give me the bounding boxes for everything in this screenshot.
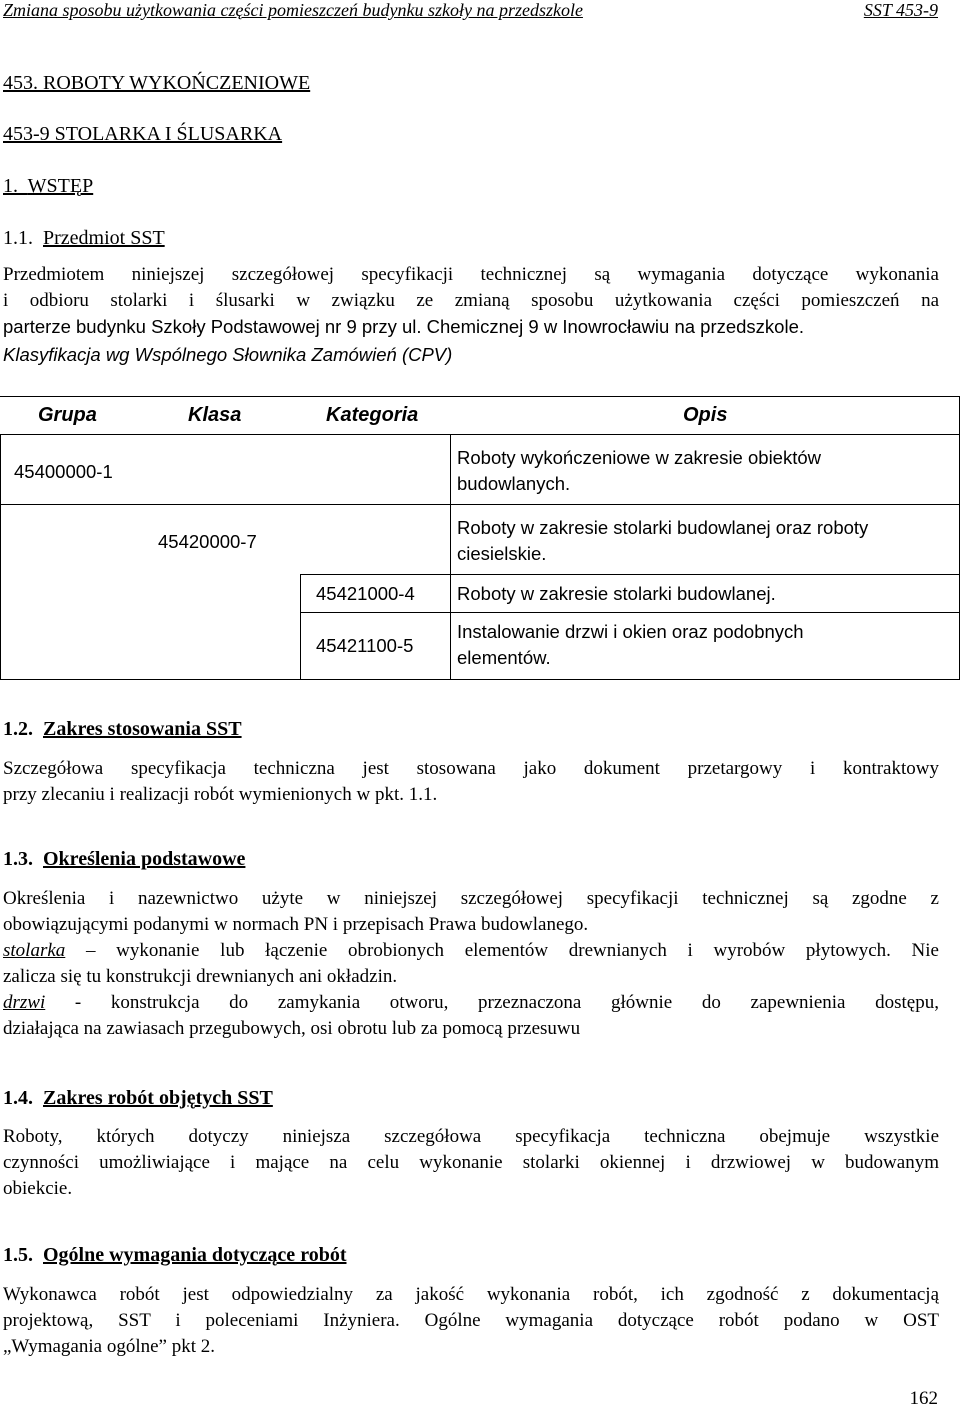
- s13-heading: [3, 848, 245, 871]
- table-row-divider: [300, 612, 960, 613]
- s13-definition-stolarka: [3, 938, 939, 964]
- s12-line: Szczegółowa specyfikacja techniczna jest stosowana jako dokument przetargowy i kontraktowy: [3, 758, 939, 779]
- table-header-kategoria: Kategoria: [326, 404, 419, 426]
- s14-number: 1.4.: [3, 1087, 33, 1109]
- s13-line: działająca na zawiasach przegubowych, osi obrotu lub za pomocą przesuwu: [3, 1018, 581, 1039]
- s11-number: 1.1.: [3, 227, 33, 249]
- s14-title: Zakres robót objętych SST: [43, 1087, 273, 1109]
- s13-number: 1.3.: [3, 848, 33, 870]
- definition-term: drzwi: [3, 992, 46, 1013]
- table-cell-desc: elementów.: [457, 647, 551, 668]
- s12-paragraph: [3, 756, 939, 808]
- s14-line: czynności umożliwiające i mające na celu wykonanie stolarki okiennej i drzwiowej w budowanym: [3, 1152, 939, 1173]
- table-header-divider: [0, 434, 960, 435]
- s15-heading: [3, 1244, 347, 1267]
- s12-line: przy zlecaniu i realizacji robót wymienionych w pkt. 1.1.: [3, 784, 438, 805]
- intro-number: 1.: [3, 175, 18, 197]
- table-header-opis: Opis: [683, 404, 728, 426]
- table-cell-desc: Roboty w zakresie stolarki budowlanej.: [457, 583, 776, 604]
- s13-line: obowiązującymi podanymi w normach PN i przepisach Prawa budowlanego.: [3, 914, 589, 935]
- table-header-klasa: Klasa: [188, 404, 242, 426]
- definition-text: - konstrukcja do zamykania otworu, przeznaczona głównie do zapewnienia dostępu,: [74, 992, 939, 1013]
- table-col-divider: [450, 434, 451, 680]
- s12-title: Zakres stosowania SST: [43, 718, 242, 740]
- table-border-left: [0, 434, 1, 680]
- s15-number: 1.5.: [3, 1244, 33, 1266]
- table-row-divider: [450, 504, 960, 505]
- header-document-title: Zmiana sposobu użytkowania części pomieszczeń budynku szkoły na przedszkole: [3, 0, 583, 20]
- header-spec-code: SST 453-9: [863, 0, 938, 20]
- s11-paragraph: [3, 262, 939, 340]
- intro-title: WSTĘP: [27, 175, 94, 197]
- table-cell-desc: Roboty w zakresie stolarki budowlanej oraz roboty: [457, 517, 869, 538]
- s13-line: Określenia i nazewnictwo użyte w niniejszej szczegółowej specyfikacji technicznej są zgodne z: [3, 888, 939, 909]
- table-cell-desc: Instalowanie drzwi i okien oraz podobnych: [457, 621, 804, 642]
- intro-heading: [3, 175, 93, 198]
- page-number: 162: [909, 1388, 938, 1409]
- table-border-top: [0, 396, 960, 397]
- table-cell-desc: Roboty wykończeniowe w zakresie obiektów: [457, 447, 822, 468]
- table-cell-code: 45400000-1: [14, 461, 113, 482]
- s14-line: obiekcie.: [3, 1178, 73, 1199]
- s14-heading: [3, 1087, 273, 1110]
- s15-line: Wykonawca robót jest odpowiedzialny za jakość wykonania robót, ich zgodność z dokumentacją: [3, 1284, 939, 1305]
- s15-line: projektową, SST i poleceniami Inżyniera. Ogólne wymagania dotyczące robót podano w OST: [3, 1310, 939, 1331]
- table-cell-desc: ciesielskie.: [457, 543, 547, 564]
- s13-line: zalicza się tu konstrukcji drewnianych ani okładzin.: [3, 966, 398, 987]
- s11-title: Przedmiot SST: [43, 227, 165, 249]
- table-cell-desc: budowlanych.: [457, 473, 571, 494]
- s15-paragraph: [3, 1282, 939, 1360]
- table-row-divider: [300, 574, 960, 575]
- s13-definition-drzwi: [3, 990, 939, 1016]
- s15-title: Ogólne wymagania dotyczące robót: [43, 1244, 347, 1266]
- s11-line: i odbioru stolarki i ślusarki w związku ze zmianą sposobu użytkowania części pomieszczeń na: [3, 290, 939, 311]
- s14-line: Roboty, których dotyczy niniejsza szczegółowa specyfikacja techniczna obejmuje wszystkie: [3, 1126, 939, 1147]
- cpv-table: [0, 396, 960, 680]
- s14-paragraph: [3, 1124, 939, 1202]
- section-title: 453. ROBOTY WYKOŃCZENIOWE: [3, 72, 311, 94]
- s13-paragraph: [3, 886, 939, 1042]
- table-cell-code: 45420000-7: [158, 531, 257, 552]
- s12-number: 1.2.: [3, 718, 33, 740]
- definition-term: stolarka: [3, 940, 66, 961]
- table-cell-code: 45421000-4: [316, 583, 415, 604]
- table-col-divider: [300, 574, 301, 680]
- s11-line: Przedmiotem niniejszej szczegółowej specyfikacji technicznej są wymagania dotyczące wykonania: [3, 264, 939, 285]
- cpv-caption: Klasyfikacja wg Wspólnego Słownika Zamówień (CPV): [3, 344, 453, 365]
- s11-line: parterze budynku Szkoły Podstawowej nr 9 przy ul. Chemicznej 9 w Inowrocławiu na przedszkole.: [3, 316, 805, 337]
- s13-title: Określenia podstawowe: [43, 848, 246, 870]
- definition-text: – wykonanie lub łączenie obrobionych elementów drewnianych i wyrobów płytowych. Nie: [85, 940, 939, 961]
- s11-heading: [3, 227, 165, 250]
- s12-heading: [3, 718, 242, 741]
- s15-line: „Wymagania ogólne” pkt 2.: [3, 1336, 216, 1357]
- table-header-grupa: Grupa: [38, 404, 97, 426]
- table-row-divider: [0, 504, 450, 505]
- table-border-bottom: [0, 679, 960, 680]
- subsection-title: 453-9 STOLARKA I ŚLUSARKA: [3, 123, 283, 145]
- table-cell-code: 45421100-5: [316, 635, 414, 656]
